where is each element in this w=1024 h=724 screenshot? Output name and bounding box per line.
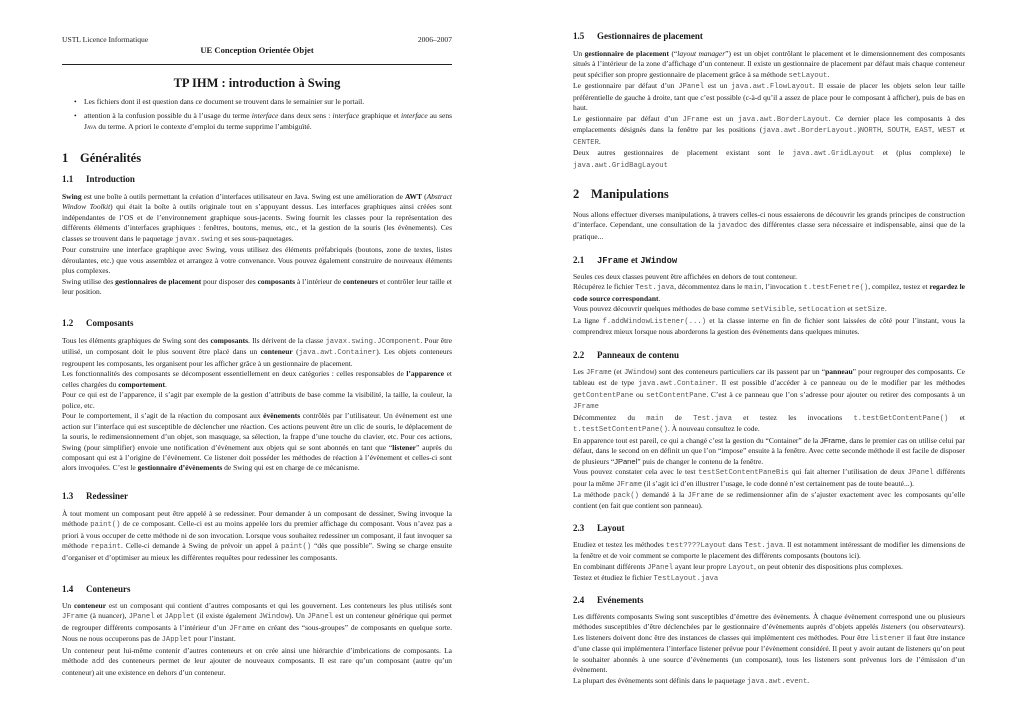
text-run: et celles chargées du bbox=[62, 369, 452, 389]
text-run: setContentPane bbox=[646, 391, 707, 400]
text-run: . bbox=[884, 304, 887, 314]
text-run: différents pour la même bbox=[573, 467, 965, 488]
text-run: Swing bbox=[62, 192, 82, 201]
text-run: et bbox=[154, 611, 165, 621]
text-run: et contrôler leur taille et leur position. bbox=[62, 276, 452, 297]
bullet-dot-icon: • bbox=[74, 111, 77, 121]
text-run: Layout bbox=[728, 563, 754, 572]
section-1-5-body bbox=[573, 49, 965, 171]
bullet-dot-icon: • bbox=[74, 97, 77, 106]
text-run: ayant leur propre bbox=[673, 561, 729, 571]
text-run: Récupérez le fichier bbox=[573, 282, 636, 292]
text-run: TestLayout.java bbox=[653, 575, 719, 584]
text-run: java.awt.FlowLayout bbox=[731, 83, 814, 92]
section-1-4-body bbox=[62, 601, 452, 678]
text-run: de bbox=[663, 412, 694, 422]
text-run: JWindow bbox=[623, 369, 655, 377]
text-run: , décommentez dans le bbox=[674, 282, 745, 292]
text-run: Java bbox=[84, 121, 97, 131]
section-title: Introduction bbox=[86, 174, 135, 184]
text-run: comportement bbox=[118, 379, 165, 389]
paragraph bbox=[62, 601, 452, 646]
text-run: Les bbox=[573, 367, 586, 376]
text-run: il faut être instance d’une classe qui implémentera l’interface listener prévue pour l’évènement considéré. Il peut y avoir autant de listeners qu’on peut le souhaiter abonnés à une source d’évènements (un composant), tous les listeners sont prévenus lors de l’émission d’un évènement. bbox=[573, 632, 965, 675]
section-number: 2.1 bbox=[573, 255, 585, 265]
text-run: . bbox=[598, 136, 601, 146]
text-run: t.testGetContentPane() bbox=[853, 414, 949, 423]
text-run: JPanel bbox=[647, 563, 674, 572]
paragraph bbox=[573, 612, 965, 676]
section-2-2-body bbox=[573, 367, 965, 512]
section-number: 1 bbox=[62, 151, 69, 165]
section-number: 1.1 bbox=[62, 174, 74, 184]
text-run: La plupart des évènements sont définis dans le paquetage bbox=[573, 675, 747, 685]
header-institution: USTL Licence Informatique bbox=[62, 35, 149, 44]
text-run: JWindow bbox=[258, 613, 289, 622]
text-run: add bbox=[91, 658, 105, 667]
text-run: La ligne bbox=[573, 315, 603, 325]
text-run: de Swing qui est en charge de ce mécanisme. bbox=[222, 463, 360, 473]
section-title: Composants bbox=[86, 318, 134, 328]
text-run: test????Layout bbox=[665, 542, 727, 550]
text-run: listeners bbox=[881, 622, 907, 632]
paragraph bbox=[573, 676, 965, 687]
text-run: , bbox=[794, 304, 799, 314]
text-run: JFrame bbox=[616, 480, 643, 489]
text-run: JFrame bbox=[820, 435, 846, 445]
text-run: gestionnaire d’évènements bbox=[137, 463, 223, 473]
text-run: SOUTH bbox=[887, 127, 909, 136]
section-title: et bbox=[628, 255, 641, 265]
text-run: (“ bbox=[668, 49, 678, 58]
text-run: Test.java bbox=[635, 284, 675, 293]
text-run: qui fait alterner l’utilisation de deux bbox=[788, 467, 908, 477]
paragraph bbox=[573, 114, 965, 148]
text-run: Un bbox=[62, 601, 74, 610]
text-run: . Il essaie de placer les objets selon leur taille préférentielle de gauche à droite, tant que c’est possible (c-à-d qu’il a assez de place pour le composant à afficher), puis de bas en haut. bbox=[573, 81, 965, 113]
section-1-3-body bbox=[62, 509, 452, 563]
text-run: est un composant qui contient d’autres composants et qui les gouvernent. Les conteneurs les plus utilisés sont bbox=[106, 601, 452, 610]
paragraph bbox=[62, 509, 452, 563]
text-run: JFrame bbox=[573, 403, 599, 412]
text-run: . Ce dernier place les composants à des emplacements désignés dans la fenêtre par les positions ( bbox=[573, 113, 965, 135]
text-run: . bbox=[164, 379, 167, 389]
text-run: Le gestionnaire par défaut d’un bbox=[573, 113, 683, 123]
text-run: ” puis de changer le contenu de la fenêtre. bbox=[637, 456, 764, 466]
text-run: Etudiez et testez les méthodes bbox=[573, 540, 666, 549]
text-run: paint() bbox=[280, 543, 312, 552]
text-run: de se redimensionner afin de s’ajuster exactement avec les composants qu’elle contient (en fait que contient son panneau). bbox=[573, 489, 965, 511]
text-run: listener bbox=[392, 442, 416, 452]
text-run: La méthode bbox=[573, 489, 614, 499]
text-run: (à nuancer), bbox=[87, 611, 129, 621]
text-run: ) bbox=[857, 125, 860, 135]
section-number: 1.3 bbox=[62, 491, 74, 501]
section-title: Généralités bbox=[80, 151, 142, 165]
text-run: . C’est à ce panneau que l’on s’adresse pour ajouter ou retirer des composants à un bbox=[706, 389, 965, 399]
text-run: évènements bbox=[263, 411, 301, 421]
text-run: (ou bbox=[906, 622, 922, 632]
text-run: AWT bbox=[404, 192, 423, 201]
text-run: panneau bbox=[825, 367, 853, 376]
paragraph bbox=[573, 413, 965, 436]
section-2-1-heading bbox=[573, 255, 677, 266]
text-run: est un bbox=[704, 81, 732, 91]
text-run: , bbox=[908, 125, 915, 135]
text-run: des conteneurs permet de leur ajouter de nouveaux composants. Il est rare qu’un composant (autre qu’un conteneur) ait une existence en dehors d’un conteneur. bbox=[62, 656, 452, 677]
text-run: NORTH bbox=[859, 127, 882, 136]
text-run: . Il est notamment intéressant de modifier les dimensions de la fenêtre et de voir comment se comporte le placement des différents composants (boutons ici). bbox=[573, 540, 965, 561]
paragraph bbox=[573, 81, 965, 113]
text-run: ou bbox=[633, 389, 647, 399]
text-run: . Il est possible d’accéder à ce panneau ou de le modifier par les méthodes bbox=[715, 378, 965, 388]
section-1-1-body bbox=[62, 192, 452, 298]
text-run: JPanel bbox=[678, 83, 705, 92]
text-run: JPanel bbox=[907, 469, 934, 478]
text-run: JFrame bbox=[585, 369, 612, 377]
text-run: en créant des “sous-groupes” de composants en quelque sorte. Nous ne nous occuperons pas de bbox=[62, 622, 452, 644]
text-run: Nous allons effectuer diverses manipulations, à travers celles-ci nous essaierons de découvrir les grands principes de construction d’interface. Cependant, une consultation de la bbox=[573, 210, 965, 230]
text-run: main bbox=[744, 284, 762, 293]
text-run: WEST bbox=[938, 127, 956, 136]
text-run: est un conteneur générique qui permet de regrouper différents composants à l’intérieur d’un bbox=[62, 611, 452, 632]
text-run: attention à la confusion possible du à l’usage du terme bbox=[84, 111, 252, 121]
section-title: Panneaux de contenu bbox=[597, 350, 680, 360]
text-run: . bbox=[827, 69, 830, 79]
text-run: dans bbox=[726, 540, 745, 549]
text-run: de ce composant. Celle-ci est au moins appelée lors du premier affichage du composant. Vous n’avez pas a priori à vous occuper de cette méthode ni de son invocation. Lorsque vous souhaitez redessiner un composant, il faut invoquer sa méthode bbox=[62, 519, 452, 551]
text-run: t.testSetContentPane() bbox=[573, 426, 668, 435]
text-run: JFrame bbox=[687, 491, 714, 500]
section-2-4-body bbox=[573, 612, 965, 687]
text-run: gestionnaire de placement bbox=[584, 49, 669, 58]
paragraph bbox=[573, 148, 965, 171]
text-run: En combinant différents bbox=[573, 561, 648, 571]
text-run: javadoc bbox=[717, 222, 748, 231]
section-1-heading bbox=[62, 151, 141, 166]
text-run: est une boîte à outils permettant la création d’interfaces utilisateur en Java. Swing est une amélioration de bbox=[81, 192, 405, 201]
section-1-2-heading bbox=[62, 318, 134, 328]
section-title: JWindow bbox=[640, 256, 678, 266]
text-run: composants bbox=[210, 336, 249, 345]
text-run: Un conteneur peut lui-même contenir d’autres conteneurs et on crée ainsi une hiérarchie d’imbrications de composants. La méthode bbox=[62, 645, 452, 666]
text-run: (et bbox=[611, 367, 624, 376]
text-run: t.testFenetre() bbox=[803, 284, 869, 293]
text-run: Les fonctionnalités des composants se décomposent essentiellement en deux catégories : celles responsables de bbox=[62, 369, 407, 379]
text-run: Test.java bbox=[693, 414, 732, 423]
paragraph bbox=[573, 562, 965, 573]
text-run: getContentPane bbox=[573, 391, 634, 400]
text-run: graphique et bbox=[359, 111, 402, 121]
text-run: . À nouveau consultez le code. bbox=[667, 424, 760, 434]
text-run: java.awt.BorderLayout bbox=[738, 115, 829, 124]
text-run: En apparence tout est pareil, ce qui a changé c’est la gestion du “Container” de la bbox=[573, 435, 821, 445]
text-run: demandé à la bbox=[639, 489, 688, 499]
text-run: f.addWindowListener(...) bbox=[602, 317, 707, 326]
text-run: contrôlés par l’utilisateur. Un évènement est une action sur l’interface qui est susceptible de déclencher une réaction. Ces actions peuvent être un clic de souris, le déplacement de la souris, le redimensionnement d’un objet, son masquage, sa sélection, la frappe d’une touche du clavier, etc. Pour ces actions, Swing (pour simplifier) envoie une notification d’évènement aux objets qui se sont abonnés en tant que “ bbox=[62, 411, 452, 452]
text-run: javax.swing bbox=[174, 235, 223, 244]
text-run: Pour le comportement, il s’agit de la réaction du composant aux bbox=[62, 411, 264, 421]
section-2-1-body bbox=[573, 272, 965, 338]
text-run: observateurs bbox=[921, 622, 961, 632]
document-title: TP IHM : introduction à Swing bbox=[173, 76, 341, 90]
section-2-4-heading bbox=[573, 595, 644, 605]
text-run: JApplet bbox=[161, 636, 192, 645]
text-run: , l’invocation bbox=[761, 282, 804, 292]
text-run: et bbox=[955, 125, 965, 135]
text-run: Deux autres gestionnaires de placement existant sont le bbox=[573, 148, 793, 158]
text-run: l’apparence bbox=[406, 369, 445, 379]
text-run: “dès que possible”. Swing se charge ensuite d’organiser et d’optimiser au mieux les différentes requêtes pour redessiner les composants. bbox=[62, 541, 452, 562]
text-run: setVisible bbox=[751, 306, 795, 315]
paragraph bbox=[62, 192, 452, 245]
text-run: setLayout bbox=[788, 71, 828, 80]
text-run: CENTER bbox=[573, 138, 599, 147]
section-number: 1.4 bbox=[62, 584, 74, 594]
text-run: . Celle-ci demande à Swing de prévoir un appel à bbox=[120, 541, 281, 551]
text-run: ( bbox=[292, 347, 299, 357]
text-run: ) qui était la boîte à outils originale tout en s’appuyant dessus. Les interfaces graphiques ainsi créées sont indépendantes de l’OS et de l’environnement graphique sous-jacents. Swing fournit les classes pour la représentation des différents éléments d’interfaces graphiques : fenêtres, boutons, menus, etc., et la gestion de la souris (les évènements). Ces classes se trouvent dans le paquetage bbox=[62, 202, 452, 243]
text-run: testSetContentPaneBis bbox=[698, 469, 789, 478]
text-run: , dans le premier cas on utilise celui par défaut, dans le second on en définit un que l’on “impose” ensuite à la fenêtre. Avec cette seconde méthode il est facile de disposer de plusieurs “ bbox=[573, 435, 965, 466]
section-title: Gestionnaires de placement bbox=[597, 31, 703, 41]
text-run: ( bbox=[422, 192, 427, 201]
text-run: JFrame bbox=[682, 115, 709, 124]
text-run: ) sont des conteneurs particuliers car ils passent par un “ bbox=[654, 367, 826, 376]
paragraph bbox=[62, 411, 452, 474]
text-run: . bbox=[658, 293, 661, 303]
text-run: (il existe également bbox=[194, 611, 259, 621]
text-run: java.awt.Container bbox=[638, 380, 716, 389]
text-run: repaint bbox=[90, 543, 121, 552]
text-run: dans deux sens : bbox=[278, 111, 333, 121]
text-run: ” auprès du composant qui est à l’origine de l’évènement. Ce listener doit posséder les méthodes de réaction à l’évènement et celles-ci sont alors invoquées. C’est le bbox=[62, 442, 452, 473]
text-run: Swing utilise des bbox=[62, 276, 116, 286]
text-run: Vous pouvez découvrir quelques méthodes de base comme bbox=[573, 304, 752, 314]
section-title: Evénements bbox=[597, 595, 644, 605]
bullet-item bbox=[62, 97, 452, 107]
text-run: ” pour regrouper des composants. Ce tableau est de type bbox=[573, 367, 965, 388]
text-run: java.awt.BorderLayout. bbox=[762, 127, 858, 136]
text-run: java.awt.event bbox=[746, 677, 808, 686]
text-run: et (plus complexe) le bbox=[874, 148, 965, 158]
text-run: est un bbox=[708, 113, 738, 123]
paragraph bbox=[62, 646, 452, 678]
text-run: , bbox=[932, 125, 939, 135]
paragraph bbox=[573, 316, 965, 338]
text-run: java.awt.GridLayout bbox=[792, 150, 875, 159]
text-run: Un bbox=[573, 49, 585, 58]
text-run: ). Les objets conteneurs regroupent les composants, les organisent pour les afficher grâce à un gestionnaire de placement. bbox=[62, 347, 452, 368]
text-run: java.awt.GridBagLayout bbox=[573, 161, 668, 170]
text-run: , bbox=[881, 125, 888, 135]
paragraph bbox=[573, 540, 965, 562]
text-run: Testez et étudiez le fichier bbox=[573, 573, 654, 583]
text-run: Vous pouvez constater cela avec le test bbox=[573, 467, 699, 477]
text-run: et la classe interne en fin de fichier sont laissées de côté pour l’instant, vous la comprendrez mieux lorsque nous aborderons la gestion des évènements dans quelques minutes. bbox=[573, 315, 965, 337]
text-run: layout manager bbox=[677, 49, 726, 58]
text-run: pour disposer des bbox=[201, 276, 258, 286]
header-rule bbox=[62, 64, 452, 65]
paragraph bbox=[62, 336, 452, 369]
text-run: conteneur bbox=[73, 601, 107, 610]
section-2-2-heading bbox=[573, 350, 679, 360]
section-2-intro bbox=[573, 210, 965, 242]
paragraph bbox=[573, 49, 965, 81]
text-run: conteneurs bbox=[343, 276, 379, 286]
text-run: ). Les listeners doivent donc être des instances de classes qui implémentent ces méthodes. Pour être bbox=[573, 622, 965, 642]
paragraph: Pour ce qui est de l’apparence, il s’agit par exemple de la gestion d’attributs de base comme la visibilité, la taille, la couleur, la police, etc. bbox=[62, 390, 452, 410]
section-number: 2.3 bbox=[573, 523, 585, 533]
text-run: Le gestionnaire par défaut d’un bbox=[573, 81, 679, 91]
text-run: des différentes classe sera nécessaire et indispensable, ainsi que de la pratique... bbox=[573, 220, 965, 241]
text-run: JPanel bbox=[307, 613, 333, 622]
text-run: Tous les éléments graphiques de Swing sont des bbox=[62, 336, 211, 345]
text-run: EAST bbox=[914, 127, 933, 136]
bullet-item bbox=[62, 111, 452, 132]
right-column bbox=[573, 0, 965, 724]
text-run: JFrame bbox=[229, 624, 256, 633]
paragraph bbox=[573, 490, 965, 512]
text-run: conteneur bbox=[260, 347, 293, 357]
text-run: regardez le code source correspondant bbox=[573, 282, 965, 303]
section-title: Layout bbox=[597, 523, 625, 533]
text-run: interface bbox=[401, 111, 428, 121]
section-number: 2.2 bbox=[573, 350, 585, 360]
section-title: Manipulations bbox=[591, 187, 669, 201]
paragraph bbox=[62, 277, 452, 298]
text-run: ). Un bbox=[289, 611, 308, 621]
section-1-4-heading bbox=[62, 584, 131, 594]
paragraph bbox=[573, 367, 965, 413]
section-1-3-heading bbox=[62, 491, 128, 501]
left-column bbox=[62, 0, 452, 724]
text-run: java.awt.Container bbox=[298, 349, 377, 358]
text-run: . Ils dérivent de la classe bbox=[248, 336, 326, 345]
text-run: ”) est un objet contrôlant le placement et le dimensionnement des composants situés à l’intérieur de la zone d’affichage d’un conteneur. Il existe un gestionnaire de placement par défaut mais chaque conteneur peut spécifier son propre gestionnaire de placement grâce à sa méthode bbox=[573, 49, 965, 79]
text-run: interface bbox=[251, 111, 279, 121]
section-2-heading bbox=[573, 187, 669, 202]
section-1-5-heading bbox=[573, 31, 703, 41]
paragraph bbox=[573, 436, 965, 467]
section-title: JFrame bbox=[597, 256, 629, 266]
text-run: à l’intérieur de bbox=[295, 276, 344, 286]
paragraph bbox=[573, 210, 965, 242]
text-run: et testez les invocations bbox=[731, 412, 854, 422]
text-run: et bbox=[948, 412, 965, 422]
text-run: et ses sous-paquetages. bbox=[222, 233, 294, 243]
text-run: JPanel bbox=[614, 456, 638, 466]
section-number: 2.4 bbox=[573, 595, 585, 605]
text-run: (il s’agit ici d’en illustrer l’usage, le code donné n’est certainement pas de toute beauté...). bbox=[642, 478, 914, 488]
paragraph bbox=[573, 304, 965, 315]
section-number: 2 bbox=[573, 187, 580, 201]
paragraph: Seules ces deux classes peuvent être affichées en dehors de tout conteneur. bbox=[573, 272, 797, 281]
paragraph bbox=[62, 369, 452, 390]
text-run: À tout moment un composant peut être appelé à se redessiner. Pour demander à un composant de dessiner, Swing invoque la méthode bbox=[62, 509, 452, 529]
text-run: du terme. A priori le contexte d’emploi du terme supprime l’ambiguïté. bbox=[96, 121, 312, 131]
text-run: , compilez, testez et bbox=[868, 282, 930, 292]
intro-bullets bbox=[62, 97, 452, 132]
header-course: UE Conception Orientée Objet bbox=[200, 45, 314, 55]
text-run: Décommentez du bbox=[573, 412, 647, 422]
text-run: JApplet bbox=[164, 613, 195, 622]
text-run: setSize bbox=[854, 306, 885, 315]
text-run: interface bbox=[332, 111, 360, 121]
section-number: 1.5 bbox=[573, 31, 585, 41]
text-run: javax.swing.JComponent bbox=[325, 338, 421, 346]
text-run: . bbox=[807, 675, 810, 685]
section-title: Conteneurs bbox=[86, 584, 131, 594]
paragraph bbox=[573, 573, 965, 584]
header-year: 2006–2007 bbox=[417, 35, 452, 44]
text-run: setLocation bbox=[798, 306, 846, 315]
paragraph bbox=[573, 282, 965, 304]
text-run: Abstract Window Toolkit bbox=[62, 192, 452, 212]
text-run: . Pour être utilisé, un composant doit le plus souvent être placé dans un bbox=[62, 336, 452, 357]
section-2-3-heading bbox=[573, 523, 625, 533]
text-run: paint() bbox=[90, 521, 121, 530]
section-1-2-body bbox=[62, 336, 452, 474]
text-run: listener bbox=[870, 634, 905, 643]
paragraph: Pour construire une interface graphique avec Swing, vous utilisez des éléments préfabriqués (boutons, zone de textes, listes déroulantes, etc.) que vous assemblez et arrangez à votre convenance. Vous pouvez également construire de nouveaux éléments plus complexes. bbox=[62, 245, 452, 276]
section-1-1-heading bbox=[62, 174, 135, 184]
text-run: main bbox=[646, 414, 664, 423]
text-run: Les différents composants Swing sont susceptibles d’émettre des évènements. À chaque évènement correspond une ou plusieurs méthodes susceptibles d’être déclenchées par le gestionnaire d’évènements auprès d’objets appelés bbox=[573, 612, 965, 632]
text-run: pour l’instant. bbox=[191, 634, 236, 644]
text-run: et bbox=[845, 304, 855, 314]
section-title: Redessiner bbox=[86, 491, 128, 501]
text-run: Test.java bbox=[744, 542, 784, 550]
text-run: au sens bbox=[427, 111, 452, 121]
text-run: JFrame bbox=[62, 613, 88, 622]
text-run: composants bbox=[257, 276, 296, 286]
section-number: 1.2 bbox=[62, 318, 74, 328]
text-run: gestionnaires de placement bbox=[115, 276, 202, 286]
text-run: , on peut obtenir des dispositions plus complexes. bbox=[753, 561, 903, 571]
text-run: pack() bbox=[613, 491, 639, 500]
section-2-3-body bbox=[573, 540, 965, 585]
text-run: JPanel bbox=[128, 613, 155, 622]
paragraph bbox=[573, 467, 965, 490]
bullet-text: Les fichiers dont il est question dans ce document se trouvent dans le semainier sur le portail. bbox=[84, 97, 365, 106]
